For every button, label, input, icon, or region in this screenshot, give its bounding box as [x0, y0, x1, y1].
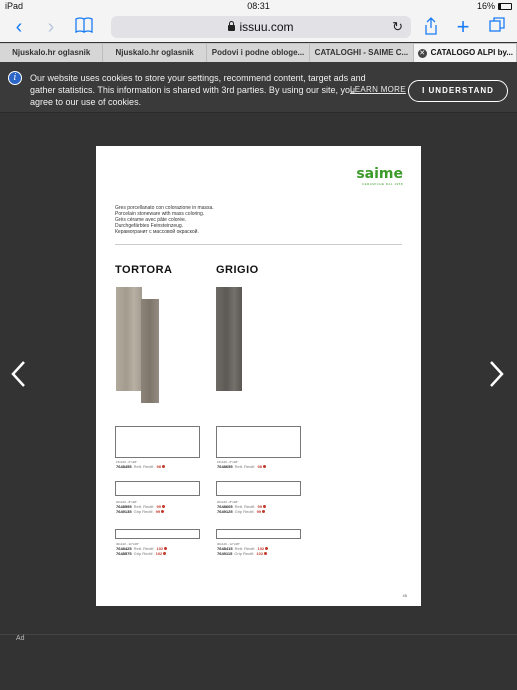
- accept-cookies-button[interactable]: I UNDERSTAND: [408, 80, 508, 102]
- catalog-page: [96, 146, 421, 606]
- next-page-icon[interactable]: [489, 360, 505, 393]
- battery-percent: 16%: [476, 1, 495, 11]
- format-label: 15x120 - 6"x48": [217, 460, 239, 464]
- tab-strip: [0, 43, 517, 62]
- saime-logo: saime: [356, 166, 403, 182]
- bookmarks-icon[interactable]: [73, 17, 95, 37]
- format-box: [216, 481, 301, 496]
- page-number: 45: [402, 593, 407, 598]
- divider: [115, 244, 402, 245]
- product-code-row: 7648415 Rett. Rectif. 102: [217, 546, 268, 551]
- format-label: 30x120 - 12"x48": [116, 542, 139, 546]
- product-code-row: 7648605 Rett. Rectif. 99: [217, 504, 266, 509]
- product-code-row: 7648595 Rett. Rectif. 99: [116, 504, 165, 509]
- format-label: 15x120 - 6"x48": [116, 460, 138, 464]
- format-label: 20x120 - 8"x48": [116, 500, 138, 504]
- logo-tagline: CERAMICHE DAL 1958: [361, 182, 403, 186]
- grigio-plank-swatch: [216, 287, 242, 391]
- lock-icon: [228, 25, 235, 31]
- cookie-banner: [0, 62, 517, 113]
- tab-njuskalo-2[interactable]: Njuskalo.hr oglasnik: [103, 44, 206, 62]
- browser-toolbar: [0, 12, 517, 42]
- product-code-row: 7648655 Rett. Rectif. 98: [217, 464, 266, 469]
- tortora-plank-swatch: [116, 287, 142, 391]
- battery-icon: [498, 3, 512, 10]
- close-tab-icon[interactable]: ✕: [419, 50, 426, 57]
- learn-more-link[interactable]: LEARN MORE: [350, 85, 406, 94]
- format-label: 30x120 - 12"x48": [217, 542, 240, 546]
- device-name: iPad: [5, 1, 24, 11]
- format-box: [115, 529, 200, 539]
- format-box: [216, 529, 301, 539]
- reload-icon[interactable]: ↻: [392, 19, 403, 34]
- new-tab-icon[interactable]: +: [456, 14, 470, 39]
- info-icon: i: [8, 71, 22, 85]
- tab-catalogo-alpi[interactable]: ✕ CATALOGO ALPI by...: [414, 44, 517, 62]
- color-title-grigio: GRIGIO: [216, 264, 259, 276]
- back-icon[interactable]: ‹: [15, 16, 23, 38]
- share-icon[interactable]: [420, 17, 442, 37]
- previous-page-icon[interactable]: [10, 360, 26, 393]
- forward-icon[interactable]: ›: [47, 16, 55, 38]
- battery-indicator: [477, 1, 512, 11]
- tab-cataloghi-saime[interactable]: CATALOGHI - SAIME C...: [310, 44, 413, 62]
- cookie-message: Our website uses cookies to store your settings, recommend content, target ads and gather statistics. This information is shared with 3rd parties. By using our site, you agree to our use of cookies.: [30, 73, 366, 107]
- product-code-row: 7648425 Rett. Rectif. 102: [116, 546, 167, 551]
- format-box: [115, 426, 200, 458]
- product-description: Gres porcellanato con colorazione in massa. Porcelain stoneware with mass coloring. Grès cérame avec pâte colorée. Durchgefärbtes Feinsteinzeug. Керамогранит с массовой окраской.: [115, 205, 214, 235]
- clock: 08:31: [247, 1, 270, 11]
- format-box: [216, 426, 301, 458]
- product-code-row: 7648575 Grip Rectif. 102: [116, 551, 166, 556]
- product-code-row: 7648455 Rett. Rectif. 98: [116, 464, 165, 469]
- tab-podovi[interactable]: Podovi i podne obloge...: [207, 44, 310, 62]
- product-code-row: 7649135 Grip Rectif. 99: [116, 509, 164, 514]
- grigio-plank-swatch: [241, 299, 259, 403]
- tabs-overview-icon[interactable]: [486, 17, 508, 37]
- format-box: [115, 481, 200, 496]
- format-label: 20x120 - 8"x48": [217, 500, 239, 504]
- tortora-plank-swatch: [141, 299, 159, 403]
- address-bar[interactable]: [111, 16, 411, 38]
- status-bar: [0, 0, 517, 12]
- color-title-tortora: TORTORA: [115, 264, 173, 276]
- product-code-row: 7649125 Grip Rectif. 99: [217, 509, 265, 514]
- ad-label: Ad: [16, 635, 25, 642]
- ad-divider: [0, 634, 517, 635]
- tab-njuskalo-1[interactable]: Njuskalo.hr oglasnik: [0, 44, 103, 62]
- product-code-row: 7649115 Grip Rectif. 102: [217, 551, 267, 556]
- url-text: issuu.com: [239, 20, 294, 34]
